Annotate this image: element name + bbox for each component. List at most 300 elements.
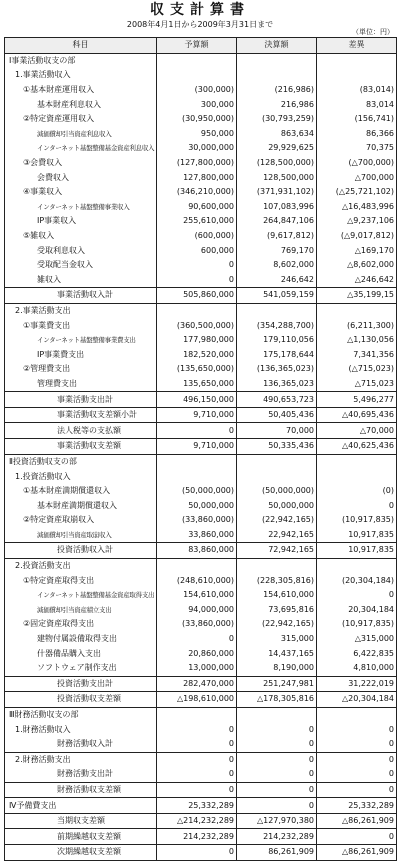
account-name: IP事業費支出 [37, 349, 85, 359]
row-label [5, 423, 157, 439]
account-name: 事業活動支出計 [57, 394, 113, 404]
actual-cell: (50,000,000) [237, 484, 317, 499]
table-row [5, 214, 397, 229]
actual-cell: 128,500,000 [237, 170, 317, 185]
budget-cell: 9,710,000 [157, 407, 237, 423]
account-name: 基本財産満期償還収入 [37, 500, 117, 510]
table-header-row [5, 38, 397, 54]
variance-cell: △246,642 [317, 273, 397, 288]
table-row [5, 288, 397, 304]
table-row [5, 692, 397, 708]
variance-cell: (△700,000) [317, 156, 397, 171]
account-name: ①事業費支出 [23, 320, 71, 330]
actual-cell: 0 [237, 782, 317, 798]
row-label [5, 243, 157, 258]
budget-cell [157, 469, 237, 484]
actual-cell: 73,695,816 [237, 603, 317, 618]
account-name: 当期収支差額 [57, 816, 105, 826]
budget-cell: 600,000 [157, 243, 237, 258]
account-name: ②固定資産取得支出 [23, 619, 95, 629]
account-name: ①基本財産満期償還収入 [23, 486, 111, 496]
budget-cell: (346,210,000) [157, 185, 237, 200]
variance-cell: 0 [317, 588, 397, 603]
row-label [5, 829, 157, 845]
table-row [5, 469, 397, 484]
fiscal-period: 2008年4月1日から2009年3月31日まで [126, 20, 274, 29]
actual-cell: (216,986) [237, 83, 317, 98]
row-label [5, 407, 157, 423]
account-name: ①基本財産運用収入 [23, 85, 95, 95]
account-name: 管理費支出 [37, 378, 77, 388]
row-label [5, 573, 157, 588]
budget-cell: 50,000,000 [157, 498, 237, 513]
account-name: 什器備品購入支出 [37, 648, 101, 658]
budget-cell: 300,000 [157, 97, 237, 112]
actual-cell [237, 454, 317, 469]
variance-cell [317, 469, 397, 484]
account-name: 2.財務活動支出 [15, 754, 71, 764]
row-label [5, 392, 157, 408]
budget-cell: 0 [157, 845, 237, 861]
variance-cell: 86,366 [317, 127, 397, 142]
budget-cell [157, 707, 237, 722]
variance-cell [317, 53, 397, 68]
table-row [5, 646, 397, 661]
table-row [5, 141, 397, 156]
document-title: 収支計算書 [150, 2, 250, 18]
actual-cell [237, 469, 317, 484]
account-name: 財務活動支出計 [57, 769, 113, 779]
budget-cell: (33,860,000) [157, 617, 237, 632]
actual-cell [237, 53, 317, 68]
budget-cell: 496,150,000 [157, 392, 237, 408]
table-row [5, 200, 397, 215]
budget-cell: 505,860,000 [157, 288, 237, 304]
row-label [5, 229, 157, 244]
table-row [5, 752, 397, 767]
account-name: 投資活動支出計 [57, 678, 113, 688]
variance-cell [317, 558, 397, 573]
actual-cell: (9,617,812) [237, 229, 317, 244]
account-name: IP事業収入 [37, 216, 77, 226]
budget-cell: 20,860,000 [157, 646, 237, 661]
variance-cell [317, 68, 397, 83]
actual-cell: 50,405,436 [237, 407, 317, 423]
budget-cell: 950,000 [157, 127, 237, 142]
account-name: Ⅰ事業活動収支の部 [9, 55, 76, 65]
table-row [5, 407, 397, 423]
row-label [5, 752, 157, 767]
account-name: インターネット基盤整備基金資産利息収入 [37, 144, 155, 153]
table-row [5, 829, 397, 845]
row-label [5, 258, 157, 273]
actual-cell: 50,335,436 [237, 439, 317, 455]
variance-cell: 0 [317, 767, 397, 782]
table-row [5, 767, 397, 782]
variance-cell: (83,014) [317, 83, 397, 98]
actual-cell: 0 [237, 767, 317, 782]
table-row [5, 439, 397, 455]
table-row [5, 513, 397, 528]
row-label [5, 661, 157, 676]
row-label [5, 798, 157, 814]
table-row [5, 813, 397, 829]
budget-cell: 154,610,000 [157, 588, 237, 603]
account-name: 次期繰越収支差額 [57, 847, 121, 857]
actual-cell: (22,942,165) [237, 513, 317, 528]
table-row [5, 617, 397, 632]
account-name: Ⅱ投資活動収支の部 [9, 456, 77, 466]
account-name: 投資活動収支差額 [57, 694, 121, 704]
row-label [5, 318, 157, 333]
table-row [5, 661, 397, 676]
account-name: 基本財産利息収入 [37, 99, 101, 109]
table-row [5, 676, 397, 692]
actual-cell: 136,365,023 [237, 377, 317, 392]
budget-cell: (33,860,000) [157, 513, 237, 528]
table-row [5, 156, 397, 171]
table-row [5, 229, 397, 244]
account-name: ①特定資産取得支出 [23, 575, 95, 585]
variance-cell: △70,000 [317, 423, 397, 439]
account-name: 減価償却引当資産積立支出 [37, 605, 112, 614]
budget-cell: 135,650,000 [157, 377, 237, 392]
account-name: ④事業収入 [23, 187, 63, 197]
account-name: 1.財務活動収入 [15, 724, 71, 734]
actual-cell: 0 [237, 722, 317, 737]
variance-cell: 10,917,835 [317, 543, 397, 559]
variance-cell: (△715,023) [317, 362, 397, 377]
budget-cell: 90,600,000 [157, 200, 237, 215]
row-label [5, 439, 157, 455]
variance-cell: △20,304,184 [317, 692, 397, 708]
table-row [5, 543, 397, 559]
account-name: ⑤雑収入 [23, 231, 55, 241]
actual-cell: 50,000,000 [237, 498, 317, 513]
variance-cell: △8,602,000 [317, 258, 397, 273]
header-actual: 決算額 [237, 38, 317, 54]
variance-cell: △40,695,436 [317, 407, 397, 423]
actual-cell: (228,305,816) [237, 573, 317, 588]
budget-cell: 0 [157, 737, 237, 752]
actual-cell: 8,190,000 [237, 661, 317, 676]
row-label [5, 737, 157, 752]
row-label [5, 617, 157, 632]
actual-cell [237, 303, 317, 318]
variance-cell: (156,741) [317, 112, 397, 127]
table-row [5, 347, 397, 362]
variance-cell: (△25,721,102) [317, 185, 397, 200]
actual-cell: 29,929,625 [237, 141, 317, 156]
table-row [5, 798, 397, 814]
table-row [5, 722, 397, 737]
variance-cell: 0 [317, 737, 397, 752]
account-name: 受取配当金収入 [37, 260, 93, 270]
account-name: ②特定資産取崩収入 [23, 515, 95, 525]
table-row [5, 362, 397, 377]
variance-cell: 4,810,000 [317, 661, 397, 676]
actual-cell: 14,437,165 [237, 646, 317, 661]
row-label [5, 603, 157, 618]
row-label [5, 112, 157, 127]
account-name: 事業活動収入計 [57, 290, 113, 300]
actual-cell: 72,942,165 [237, 543, 317, 559]
row-label [5, 156, 157, 171]
row-label [5, 646, 157, 661]
income-statement-table [4, 37, 397, 861]
row-label [5, 692, 157, 708]
budget-cell: △214,232,289 [157, 813, 237, 829]
variance-cell: △315,000 [317, 632, 397, 647]
row-label [5, 185, 157, 200]
actual-cell [237, 707, 317, 722]
account-name: 2.投資活動支出 [15, 561, 71, 571]
account-name: 投資活動収入計 [57, 545, 113, 555]
variance-cell: 83,014 [317, 97, 397, 112]
actual-cell: (136,365,023) [237, 362, 317, 377]
account-name: 事業活動収支差額 [57, 441, 121, 451]
actual-cell: 863,634 [237, 127, 317, 142]
variance-cell: 6,422,835 [317, 646, 397, 661]
row-label [5, 97, 157, 112]
account-name: インターネット基盤整備事業収入 [37, 202, 130, 211]
budget-cell: 9,710,000 [157, 439, 237, 455]
account-name: 2.事業活動支出 [15, 305, 71, 315]
variance-cell: (10,917,835) [317, 617, 397, 632]
budget-cell: (248,610,000) [157, 573, 237, 588]
actual-cell: 246,642 [237, 273, 317, 288]
header-variance: 差異 [317, 38, 397, 54]
variance-cell: △40,625,436 [317, 439, 397, 455]
budget-cell: 0 [157, 782, 237, 798]
table-row [5, 333, 397, 348]
variance-cell: (10,917,835) [317, 513, 397, 528]
account-name: 1.事業活動収入 [15, 70, 71, 80]
budget-cell: △198,610,000 [157, 692, 237, 708]
header-budget: 予算額 [157, 38, 237, 54]
table-row [5, 737, 397, 752]
variance-cell: △86,261,909 [317, 845, 397, 861]
actual-cell: 154,610,000 [237, 588, 317, 603]
actual-cell: (30,793,259) [237, 112, 317, 127]
variance-cell: △1,130,056 [317, 333, 397, 348]
budget-cell: 0 [157, 423, 237, 439]
actual-cell: 22,942,165 [237, 528, 317, 543]
budget-cell: 33,860,000 [157, 528, 237, 543]
account-name: 減価償却引当資産取崩収入 [37, 530, 112, 539]
actual-cell: (128,500,000) [237, 156, 317, 171]
row-label [5, 528, 157, 543]
account-name: 事業活動収支差額小計 [57, 410, 137, 420]
actual-cell: 769,170 [237, 243, 317, 258]
variance-cell: (△9,017,812) [317, 229, 397, 244]
actual-cell: 0 [237, 737, 317, 752]
variance-cell: 7,341,356 [317, 347, 397, 362]
row-label [5, 347, 157, 362]
table-row [5, 53, 397, 68]
account-name: 減価償却引当資産利息収入 [37, 129, 112, 138]
table-row [5, 68, 397, 83]
row-label [5, 288, 157, 304]
actual-cell: △178,305,816 [237, 692, 317, 708]
table-row [5, 573, 397, 588]
budget-cell: 282,470,000 [157, 676, 237, 692]
account-name: 財務活動収入計 [57, 739, 113, 749]
actual-cell: 541,059,159 [237, 288, 317, 304]
variance-cell: 31,222,019 [317, 676, 397, 692]
account-name: 会費収入 [37, 172, 69, 182]
row-label [5, 722, 157, 737]
budget-cell: (360,500,000) [157, 318, 237, 333]
budget-cell: 0 [157, 767, 237, 782]
account-name: ②管理費支出 [23, 364, 71, 374]
budget-cell: 214,232,289 [157, 829, 237, 845]
table-row [5, 528, 397, 543]
actual-cell: (371,931,102) [237, 185, 317, 200]
budget-cell [157, 454, 237, 469]
actual-cell: 490,653,723 [237, 392, 317, 408]
budget-cell: 13,000,000 [157, 661, 237, 676]
budget-cell: 94,000,000 [157, 603, 237, 618]
row-label [5, 845, 157, 861]
row-label [5, 454, 157, 469]
table-row [5, 707, 397, 722]
actual-cell: 315,000 [237, 632, 317, 647]
row-label [5, 484, 157, 499]
budget-cell [157, 558, 237, 573]
row-label [5, 333, 157, 348]
row-label [5, 707, 157, 722]
variance-cell: 10,917,835 [317, 528, 397, 543]
budget-cell: 182,520,000 [157, 347, 237, 362]
actual-cell: 0 [237, 752, 317, 767]
table-row [5, 127, 397, 142]
variance-cell: 0 [317, 722, 397, 737]
row-label [5, 83, 157, 98]
budget-cell: (30,950,000) [157, 112, 237, 127]
table-row [5, 377, 397, 392]
budget-cell: 0 [157, 258, 237, 273]
row-label [5, 813, 157, 829]
row-label [5, 469, 157, 484]
actual-cell: △127,970,380 [237, 813, 317, 829]
actual-cell [237, 68, 317, 83]
variance-cell: △700,000 [317, 170, 397, 185]
account-name: 1.投資活動収入 [15, 471, 71, 481]
actual-cell: 179,110,056 [237, 333, 317, 348]
table-row [5, 498, 397, 513]
row-label [5, 558, 157, 573]
actual-cell [237, 558, 317, 573]
budget-cell: 0 [157, 273, 237, 288]
budget-cell: 0 [157, 632, 237, 647]
row-label [5, 141, 157, 156]
table-row [5, 845, 397, 861]
table-body [5, 53, 397, 860]
table-row [5, 423, 397, 439]
variance-cell: 0 [317, 782, 397, 798]
variance-cell: △715,023 [317, 377, 397, 392]
budget-cell: (127,800,000) [157, 156, 237, 171]
table-row [5, 273, 397, 288]
row-label [5, 127, 157, 142]
variance-cell [317, 303, 397, 318]
account-name: 法人税等の支払額 [57, 425, 121, 435]
row-label [5, 273, 157, 288]
unit-note: （単位：円） [352, 28, 394, 36]
account-name: Ⅳ予備費支出 [9, 800, 57, 810]
budget-cell: 0 [157, 722, 237, 737]
variance-cell [317, 707, 397, 722]
actual-cell: 264,847,106 [237, 214, 317, 229]
row-label [5, 303, 157, 318]
table-row [5, 97, 397, 112]
variance-cell: 0 [317, 752, 397, 767]
variance-cell: △16,483,996 [317, 200, 397, 215]
row-label [5, 214, 157, 229]
row-label [5, 767, 157, 782]
row-label [5, 200, 157, 215]
account-name: 雑収入 [37, 274, 61, 284]
row-label [5, 498, 157, 513]
table-row [5, 558, 397, 573]
budget-cell [157, 53, 237, 68]
account-name: ③会費収入 [23, 158, 63, 168]
budget-cell: 30,000,000 [157, 141, 237, 156]
table-row [5, 170, 397, 185]
table-row [5, 632, 397, 647]
variance-cell: 25,332,289 [317, 798, 397, 814]
actual-cell: 214,232,289 [237, 829, 317, 845]
variance-cell: 20,304,184 [317, 603, 397, 618]
budget-cell: (300,000) [157, 83, 237, 98]
variance-cell: (20,304,184) [317, 573, 397, 588]
budget-cell: (600,000) [157, 229, 237, 244]
actual-cell: 216,986 [237, 97, 317, 112]
account-name: Ⅲ財務活動収支の部 [9, 710, 79, 720]
account-name: 建物付属設備取得支出 [37, 634, 117, 644]
table-row [5, 83, 397, 98]
variance-cell: △9,237,106 [317, 214, 397, 229]
variance-cell: 5,496,277 [317, 392, 397, 408]
budget-cell: 177,980,000 [157, 333, 237, 348]
variance-cell: △35,199,15 [317, 288, 397, 304]
budget-cell: 127,800,000 [157, 170, 237, 185]
table-row [5, 258, 397, 273]
table-row [5, 185, 397, 200]
variance-cell: △86,261,909 [317, 813, 397, 829]
variance-cell: (0) [317, 484, 397, 499]
table-row [5, 454, 397, 469]
row-label [5, 53, 157, 68]
variance-cell: (6,211,300) [317, 318, 397, 333]
budget-cell: (135,650,000) [157, 362, 237, 377]
actual-cell: (354,288,700) [237, 318, 317, 333]
actual-cell: 70,000 [237, 423, 317, 439]
row-label [5, 377, 157, 392]
account-name: 受取利息収入 [37, 245, 85, 255]
table-row [5, 112, 397, 127]
actual-cell: 8,602,000 [237, 258, 317, 273]
row-label [5, 632, 157, 647]
header-account: 科目 [5, 38, 157, 54]
row-label [5, 170, 157, 185]
actual-cell: 175,178,644 [237, 347, 317, 362]
budget-cell: 0 [157, 752, 237, 767]
budget-cell: 25,332,289 [157, 798, 237, 814]
variance-cell [317, 454, 397, 469]
row-label [5, 68, 157, 83]
